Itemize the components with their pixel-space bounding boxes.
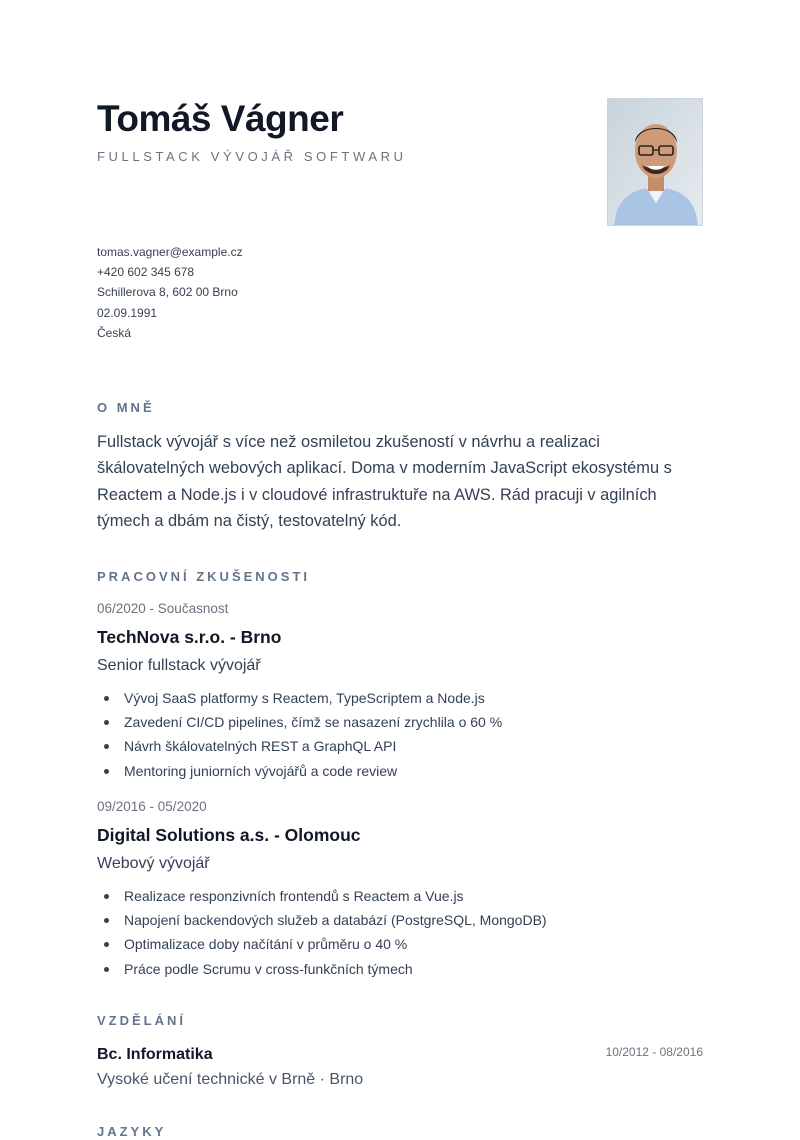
job-bullets <box>97 686 703 783</box>
languages-heading: JAZYKY <box>97 1124 167 1139</box>
job-company: TechNova s.r.o. - Brno <box>97 627 282 647</box>
education-degree: Bc. Informatika <box>97 1046 213 1063</box>
job-bullet: Práce podle Scrumu v cross-funkčních týmech <box>97 957 703 981</box>
job-company: Digital Solutions a.s. - Olomouc <box>97 825 361 845</box>
job-entry <box>97 797 703 981</box>
job-dates: 09/2016 - 05/2020 <box>97 799 207 814</box>
job-bullet: Mentoring juniorních vývojářů a code review <box>97 759 703 783</box>
about-heading: O MNĚ <box>97 400 155 415</box>
job-bullet: Vývoj SaaS platformy s Reactem, TypeScriptem a Node.js <box>97 686 703 710</box>
candidate-name: Tomáš Vágner <box>97 98 344 139</box>
education-heading: VZDĚLÁNÍ <box>97 1013 186 1028</box>
job-bullet: Zavedení CI/CD pipelines, čímž se nasazení zrychlila o 60 % <box>97 710 703 734</box>
education-entry <box>97 1045 703 1090</box>
contact-phone: +420 602 345 678 <box>97 265 195 280</box>
education-dates: 10/2012 - 08/2016 <box>605 1045 703 1059</box>
job-bullet: Návrh škálovatelných REST a GraphQL API <box>97 734 703 758</box>
job-bullet: Napojení backendových služeb a databází (PostgreSQL, MongoDB) <box>97 908 703 932</box>
job-bullet: Optimalizace doby načítání v průměru o 40 % <box>97 932 703 956</box>
contact-info <box>97 242 243 343</box>
job-role: Senior fullstack vývojář <box>97 657 261 674</box>
job-bullets <box>97 884 703 981</box>
job-dates: 06/2020 - Současnost <box>97 601 229 616</box>
job-bullet: Realizace responzivních frontendů s Reactem a Vue.js <box>97 884 703 908</box>
candidate-job-title: FULLSTACK VÝVOJÁŘ SOFTWARU <box>97 149 407 164</box>
contact-birthdate: 02.09.1991 <box>97 305 158 320</box>
contact-nationality: Česká <box>97 325 132 340</box>
education-school: Vysoké učení technické v Brně · Brno <box>97 1071 364 1088</box>
job-entry <box>97 599 703 783</box>
contact-email: tomas.vagner@example.cz <box>97 245 243 259</box>
profile-photo <box>607 98 703 226</box>
about-text: Fullstack vývojář s více než osmiletou zkušeností v návrhu a realizaci škálovatelných webových aplikací. Doma v moderním JavaScript ekosystému s Reactem a Node.js i v cloudové infrastruktuře na AWS. Rád pracuji v agilních týmech a dbám na čistý, testovatelný kód. <box>97 433 672 530</box>
contact-address: Schillerova 8, 602 00 Brno <box>97 285 238 300</box>
experience-heading: PRACOVNÍ ZKUŠENOSTI <box>97 569 311 584</box>
job-role: Webový vývojář <box>97 855 210 872</box>
